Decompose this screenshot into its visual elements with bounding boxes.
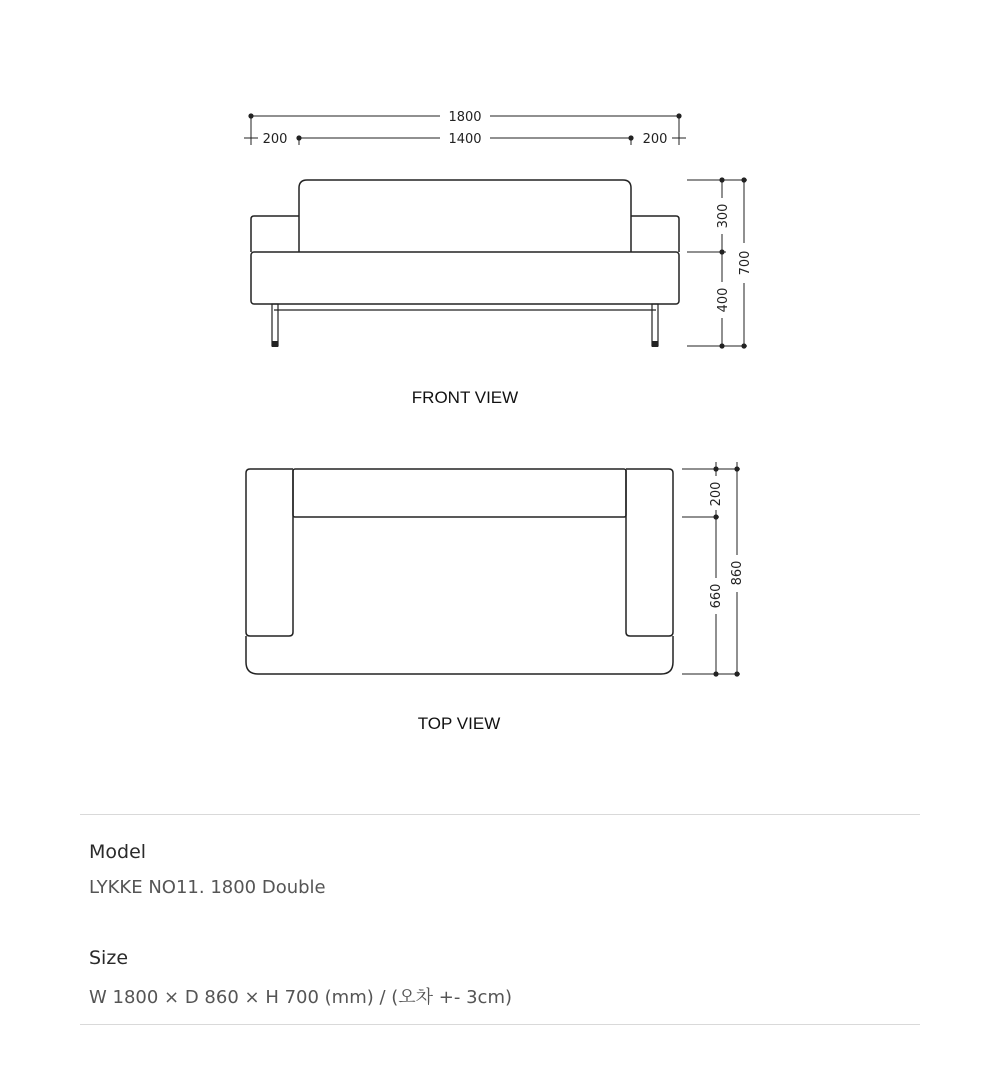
front-right-arm [631, 216, 679, 252]
dim-seat-depth: 660 [709, 583, 724, 609]
dim-back-height: 300 [716, 203, 731, 229]
dim-right-arm-width: 200 [642, 132, 668, 147]
front-backrest [299, 180, 631, 252]
model-value: LYKKE NO11. 1800 Double [89, 877, 326, 898]
model-heading: Model [89, 841, 147, 863]
spec-divider-bottom [80, 1024, 920, 1025]
top-left-arm [246, 469, 293, 636]
top-view [246, 469, 673, 674]
dim-back-depth: 200 [709, 481, 724, 507]
top-right-arm [626, 469, 673, 636]
dim-total-height: 700 [738, 250, 753, 276]
front-view [251, 180, 679, 346]
top-view-label: TOP VIEW [417, 714, 501, 733]
top-backrest [293, 469, 626, 517]
front-view-label: FRONT VIEW [411, 388, 519, 407]
front-seat [251, 252, 679, 304]
dim-left-arm-width: 200 [262, 132, 288, 147]
dim-total-depth: 860 [730, 560, 745, 586]
size-heading: Size [89, 947, 129, 969]
dim-inner-width: 1400 [448, 132, 482, 147]
front-left-arm [251, 216, 299, 252]
top-seat [246, 636, 673, 674]
dim-total-width: 1800 [448, 110, 482, 125]
size-value: W 1800 × D 860 × H 700 (mm) / (오차 +- 3cm) [89, 987, 512, 1008]
dim-seat-height: 400 [716, 287, 731, 313]
spec-divider-top [80, 814, 920, 815]
